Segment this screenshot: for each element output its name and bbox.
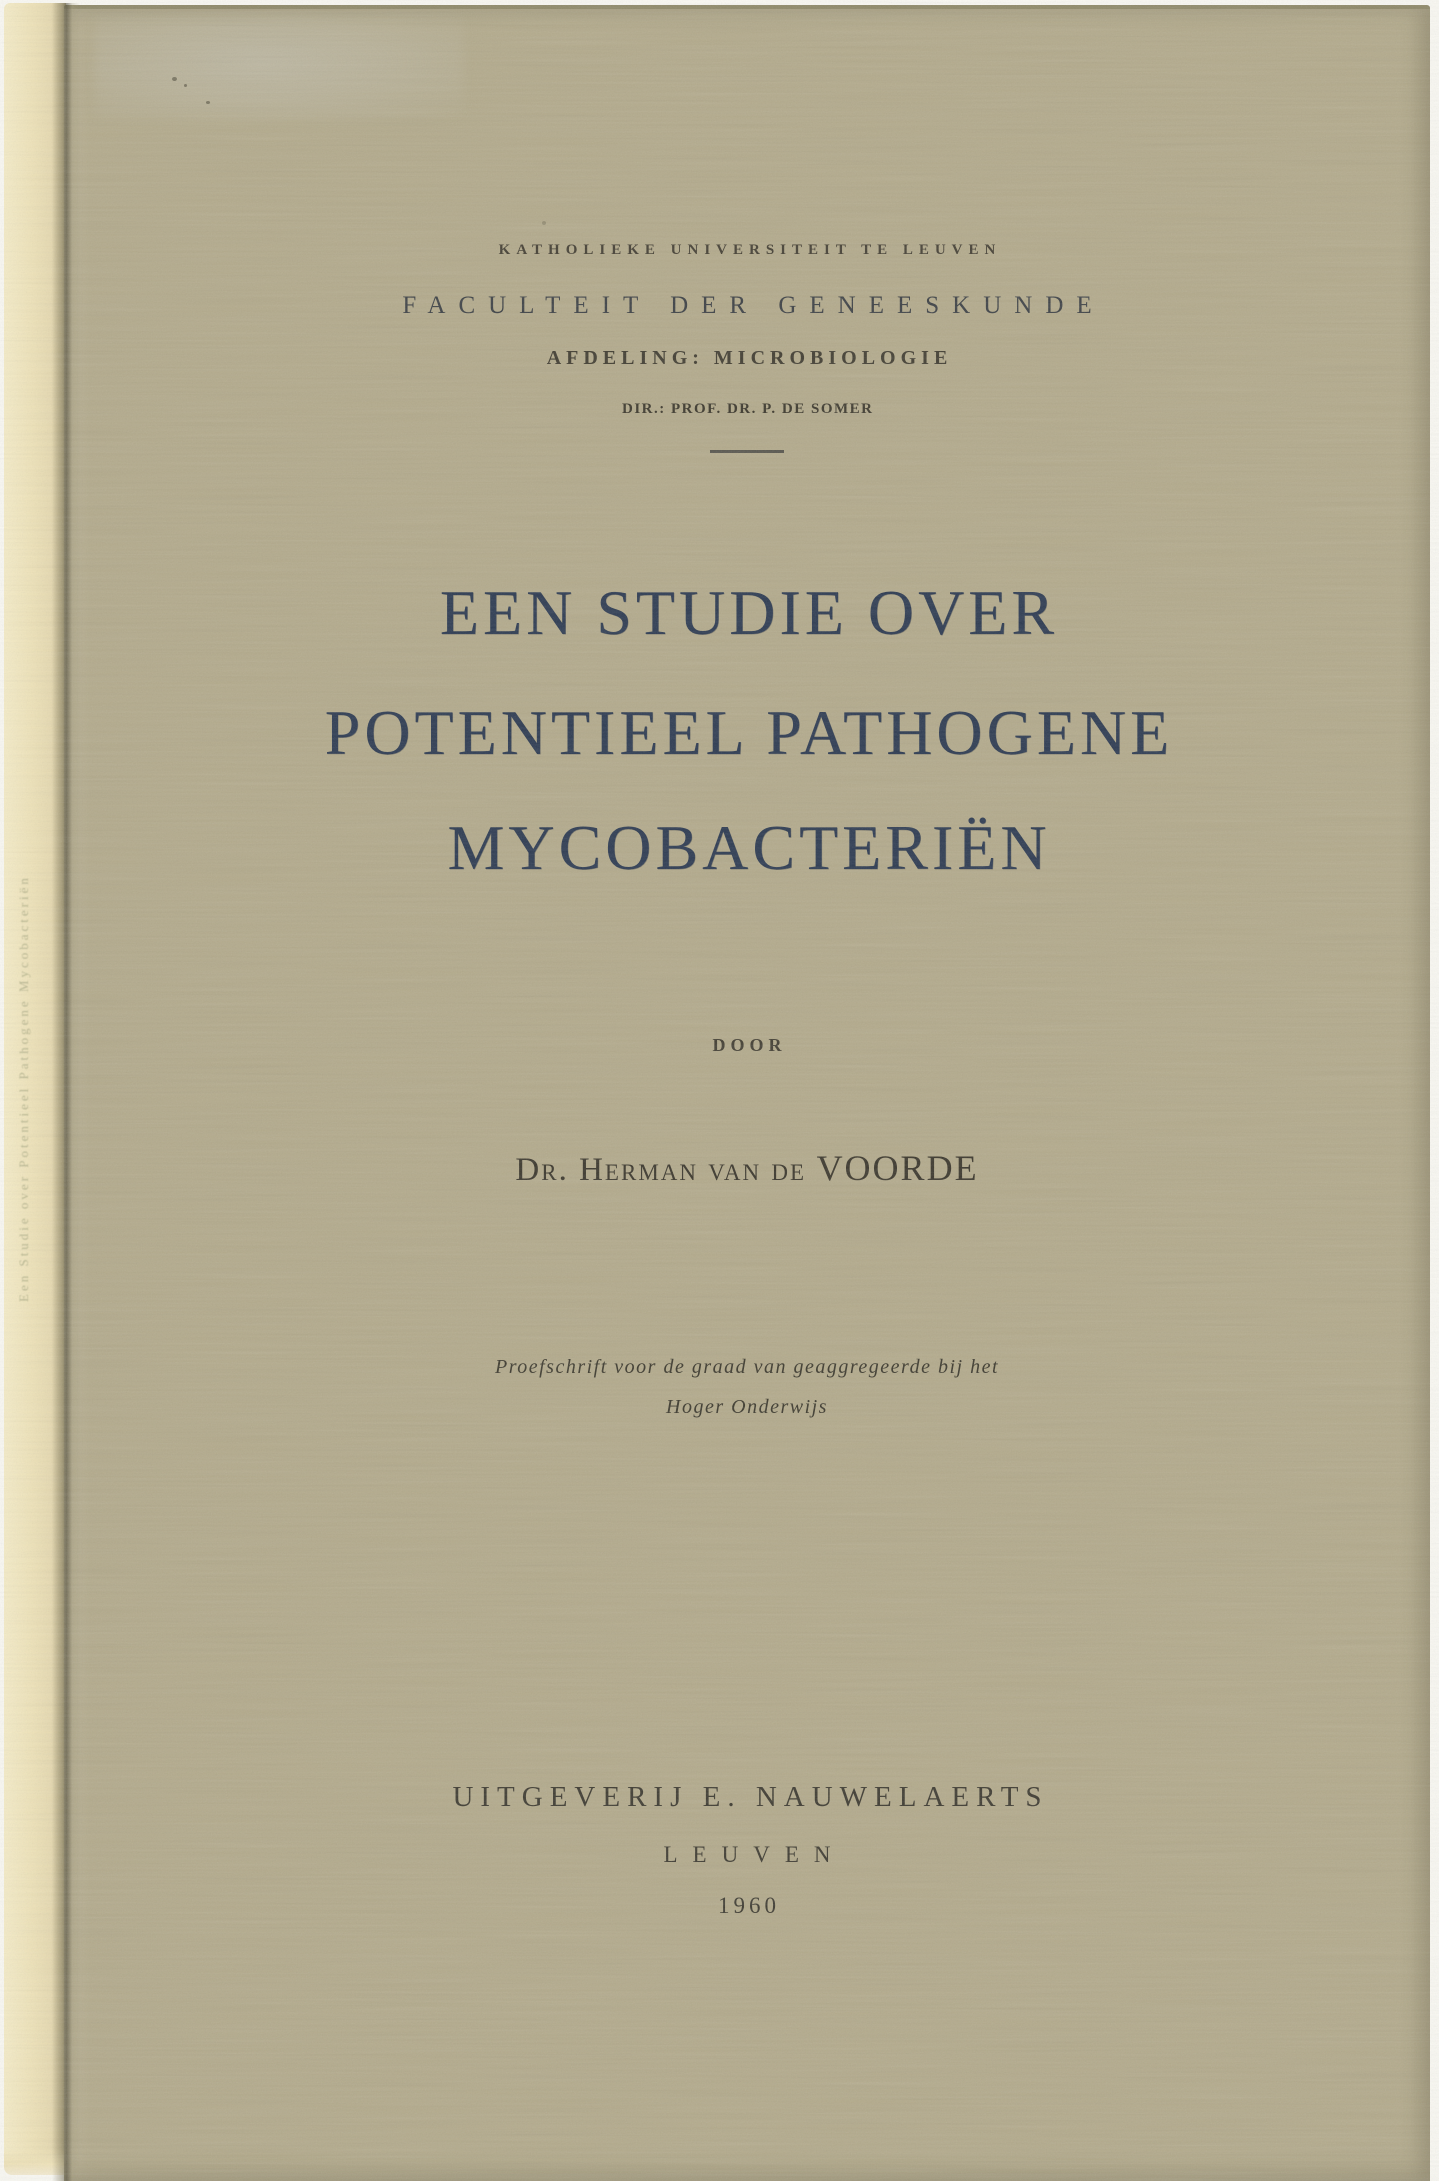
spine-text: Een Studie over Potentieel Pathogene Mycobacteriën (16, 875, 31, 1303)
spine-crease (52, 3, 80, 2181)
dust-speck (184, 84, 187, 87)
title-line-3: MYCOBACTERIËN (447, 812, 1051, 883)
thesis-note (64, 1347, 1430, 1427)
byline-door: DOOR (712, 1035, 787, 1055)
dust-speck (542, 221, 546, 225)
book-cover (64, 5, 1430, 2181)
author-surname: VOORDE (816, 1148, 979, 1188)
faculty-name: FACULTEIT DER GENEESKUNDE (402, 292, 1105, 319)
title-line-1: EEN STUDIE OVER (439, 577, 1059, 648)
title-line-2: POTENTIEEL PATHOGENE (324, 697, 1174, 768)
thesis-note-line-1: Proefschrift voor de graad van geaggregeerde bij het (494, 1356, 999, 1378)
discoloration-patch (94, 15, 464, 120)
department-name: AFDELING: MICROBIOLOGIE (546, 347, 953, 369)
publication-year: 1960 (718, 1893, 780, 1918)
thesis-note-line-2: Hoger Onderwijs (666, 1396, 828, 1418)
dust-speck (206, 101, 210, 104)
publisher-city: LEUVEN (663, 1842, 846, 1867)
publisher-name: UITGEVERIJ E. NAUWELAERTS (452, 1781, 1049, 1813)
author-name (64, 1147, 1430, 1189)
director-line: DIR.: PROF. DR. P. DE SOMER (622, 401, 874, 417)
dust-speck (172, 77, 177, 81)
divider-rule (710, 450, 784, 453)
university-name: KATHOLIEKE UNIVERSITEIT TE LEUVEN (498, 242, 1002, 258)
author-prefix: Dr. Herman van de (515, 1152, 807, 1188)
